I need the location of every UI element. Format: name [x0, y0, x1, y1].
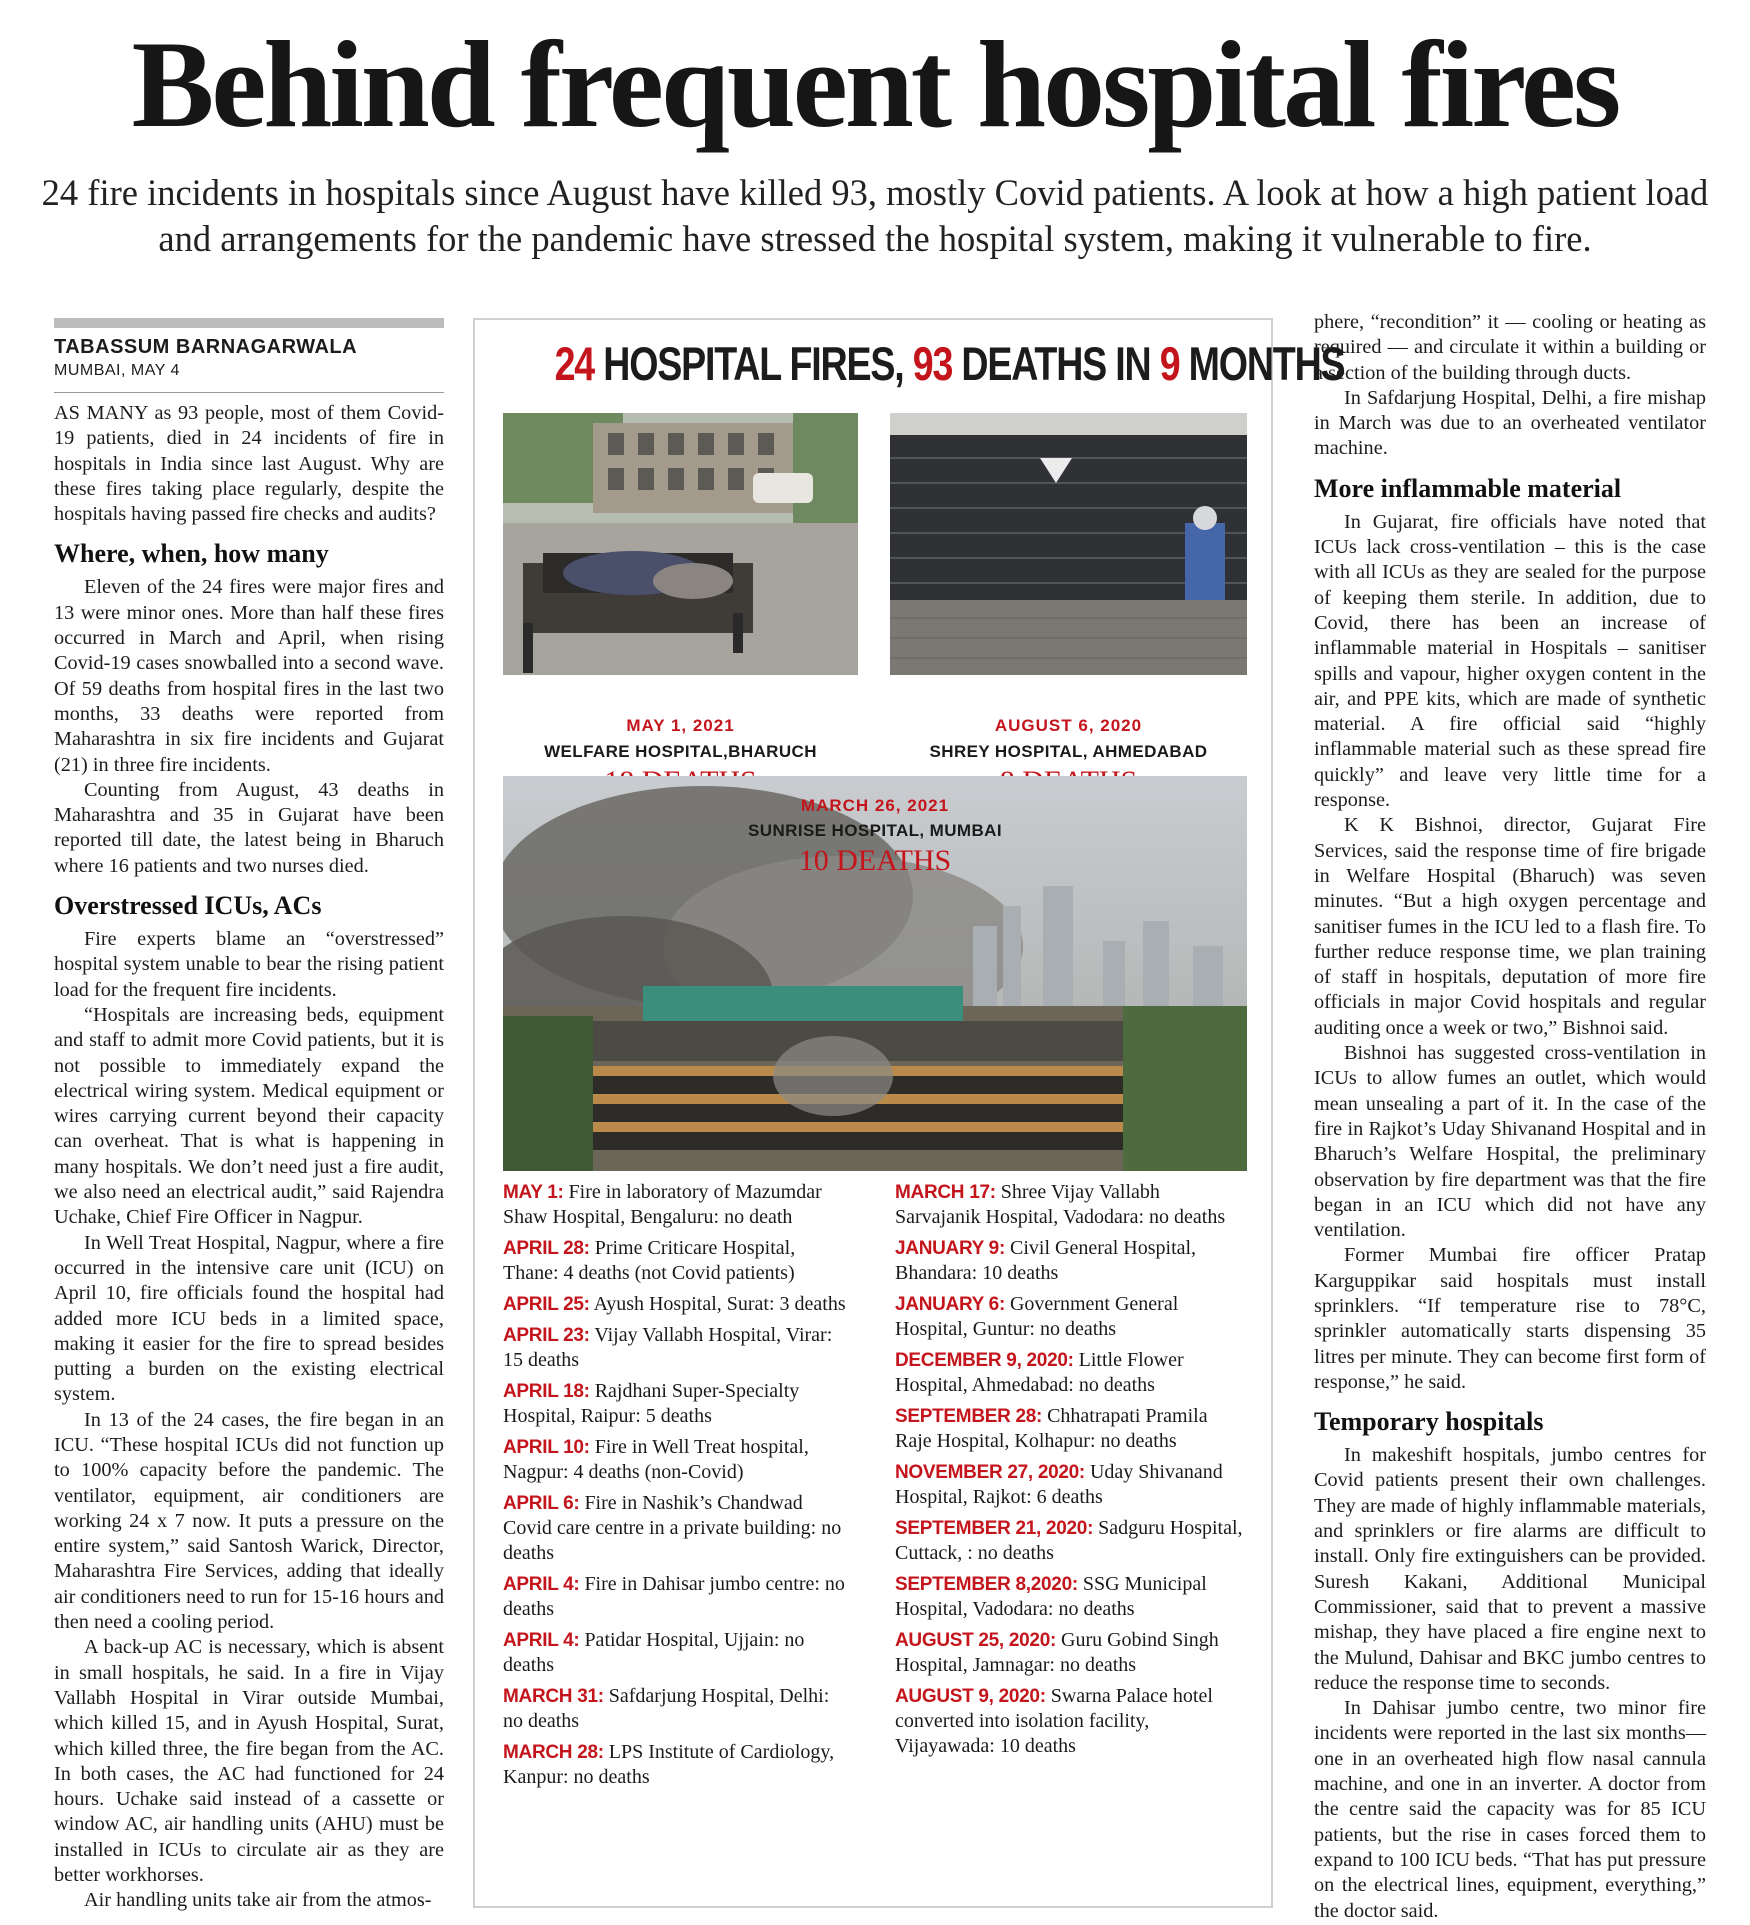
photo1-hospital: WELFARE HOSPITAL,BHARUCH [544, 742, 817, 761]
subhead-temporary: Temporary hospitals [1314, 1407, 1544, 1437]
list-item [895, 1292, 1247, 1342]
incident-text: Vijay Vallabh Hospital, Virar: 15 deaths [503, 1324, 833, 1371]
incident-text: Swarna Palace hotel converted into isolation facility, Vijayawada: 10 deaths [895, 1685, 1213, 1757]
byline-name: TABASSUM BARNAGARWALA [54, 336, 358, 358]
incident-text: Fire in Dahisar jumbo centre: no deaths [503, 1573, 845, 1620]
byline-divider [54, 392, 444, 393]
list-item [503, 1236, 853, 1286]
incident-text: SSG Municipal Hospital, Vadodara: no deaths [895, 1573, 1207, 1620]
fire-count: 24 [554, 337, 595, 390]
incident-date: APRIL 4: [503, 1630, 580, 1651]
incident-date: APRIL 4: [503, 1574, 580, 1595]
photo2-hospital: SHREY HOSPITAL, AHMEDABAD [929, 742, 1208, 761]
list-item [895, 1572, 1247, 1622]
incident-list-right [895, 1180, 1247, 1765]
subhead-overstressed: Overstressed ICUs, ACs [54, 891, 322, 921]
paragraph: K K Bishnoi, director, Gujarat Fire Services, said the response time of fire brigade in Welfare Hospital (Bharuch) was seven minutes. “But a high oxygen percentage and sanitiser fumes in the ICU led to a flash fire. To further reduce response time, we plan training of staff in hospitals, deputation of more fire officials in major Covid hospitals and regular auditing once a week or two,” Bishnoi said. [1314, 814, 1706, 1039]
byline-bar [54, 318, 444, 328]
incident-date: SEPTEMBER 8,2020: [895, 1574, 1078, 1595]
list-item [895, 1628, 1247, 1678]
article-column-left [54, 318, 444, 1914]
title-text: HOSPITAL FIRES, [594, 337, 913, 390]
incident-text: Little Flower Hospital, Ahmedabad: no deaths [895, 1349, 1184, 1396]
incident-date: SEPTEMBER 21, 2020: [895, 1518, 1094, 1539]
list-item [503, 1435, 853, 1485]
paragraph: Bishnoi has suggested cross-ventilation in ICUs to allow fumes an outlet, which would mean unsealing a part of it. In the case of the fire in Rajkot’s Uday Shivanand Hospital and in Bharuch’s Welfare Hospital, the preliminary observation by fire department was that the fire began in an ICU which did not have any ventilation. [1314, 1042, 1706, 1242]
paragraph: Former Mumbai fire officer Pratap Karguppikar said hospitals must install sprinklers. “If temperature rise to 78°C, sprinkler automatically starts dispensing 35 litres per minute. They can become first form of response,” he said. [1314, 1244, 1706, 1393]
byline-dateline: MUMBAI, MAY 4 [54, 362, 180, 379]
photo3-hospital: SUNRISE HOSPITAL, MUMBAI [748, 821, 1002, 840]
title-text: DEATHS IN [952, 337, 1160, 390]
incident-date: APRIL 18: [503, 1381, 590, 1402]
incident-text: Patidar Hospital, Ujjain: no deaths [503, 1629, 805, 1676]
headline: Behind frequent hospital fires [131, 16, 1619, 153]
paragraph: Eleven of the 24 fires were major fires and 13 were minor ones. More than half these fires occurred in March and April, when rising Covid-19 cases snowballed into a second wave. Of 59 deaths from hospital fires in the last two months, 33 deaths were reported from Maharashtra in six fire incidents and Gujarat (21) in three fire incidents. [54, 576, 444, 776]
incident-date: AUGUST 9, 2020: [895, 1686, 1046, 1707]
incident-text: Sadguru Hospital, Cuttack, : no deaths [895, 1517, 1243, 1564]
incident-text: Fire in Nashik’s Chandwad Covid care centre in a private building: no deaths [503, 1492, 842, 1564]
incident-date: AUGUST 25, 2020: [895, 1630, 1056, 1651]
subhead-inflammable: More inflammable material [1314, 473, 1622, 503]
paragraph: In Gujarat, fire officials have noted that ICUs lack cross-ventilation – this is the case with all ICUs as they are sealed for the purpose of keeping them sterile. In addition, due to Covid, there has been an increase of inflammable material in Hospitals – sanitiser spills and vapour, higher oxygen content in the air, and PPE kits, which are made of synthetic material. A fire official said “highly inflammable material such as these spread fire quickly” and leave very little time for a response. [1314, 510, 1706, 812]
list-item [895, 1404, 1247, 1454]
incident-text: Safdarjung Hospital, Delhi: no deaths [503, 1685, 830, 1732]
incident-date: MARCH 17: [895, 1182, 996, 1203]
incident-text: Uday Shivanand Hospital, Rajkot: 6 deaths [895, 1461, 1223, 1508]
list-item [503, 1379, 853, 1429]
list-item [503, 1180, 853, 1230]
photo1-date: MAY 1, 2021 [626, 716, 735, 735]
incident-text: Rajdhani Super-Specialty Hospital, Raipur: 5 deaths [503, 1380, 800, 1427]
incident-text: Government General Hospital, Guntur: no deaths [895, 1293, 1179, 1340]
paragraph: In 13 of the 24 cases, the fire began in an ICU. “These hospital ICUs did not function up to 100% capacity before the pandemic. The ventilator, equipment, air conditioners are working 24 x 7 now. It puts a pressure on the entire system,” said Santosh Warick, Director, Maharashtra Fire Services, adding that ideally air conditioners need to run for 15-16 hours and then need a cooling period. [54, 1408, 444, 1634]
incident-list-left [503, 1180, 853, 1796]
incident-date: APRIL 25: [503, 1294, 590, 1315]
graphic-title [554, 336, 1345, 391]
incident-text: Fire in Well Treat hospital, Nagpur: 4 deaths (non-Covid) [503, 1436, 809, 1483]
list-item [895, 1684, 1247, 1759]
intro-paragraph: AS MANY as 93 people, most of them Covid-19 patients, died in 24 incidents of fire in hospitals in India since last August. Why are these fires taking place regularly, despite the hospitals having passed fire checks and audits? [54, 402, 444, 526]
list-item [895, 1236, 1247, 1286]
list-item [895, 1180, 1247, 1230]
incident-date: APRIL 6: [503, 1493, 580, 1514]
photo2-date: AUGUST 6, 2020 [994, 716, 1143, 735]
photo-shrey-hospital [890, 413, 1247, 675]
list-item [503, 1292, 853, 1317]
list-item [503, 1491, 853, 1566]
incident-text: Civil General Hospital, Bhandara: 10 deaths [895, 1237, 1197, 1284]
paragraph: In makeshift hospitals, jumbo centres for Covid patients present their own challenges. They are made of highly inflammable materials, and sprinklers or fire alarms are difficult to install. Only fire extinguishers can be provided. Suresh Kakani, Additional Municipal Commissioner, said that to prevent a massive mishap, they have placed a fire engine next to the Mulund, Dahisar and BKC jumbo centres to reduce the response time to seconds. [1314, 1444, 1706, 1694]
incident-text: Fire in laboratory of Mazumdar Shaw Hospital, Bengaluru: no death [503, 1181, 822, 1228]
incident-text: Prime Criticare Hospital, Thane: 4 deaths (not Covid patients) [503, 1237, 796, 1284]
incident-date: MAY 1: [503, 1182, 564, 1203]
paragraph: A back-up AC is necessary, which is absent in small hospitals, he said. In a fire in Vijay Vallabh Hospital in Virar outside Mumbai, which killed 15, and in Ayush Hospital, Surat, which killed three, the fire began from the AC. In both cases, the AC had functioned for 24 hours. Uchake said instead of a cassette or window AC, air handling units (AHU) must be installed in ICUs to circulate air as they are better workhorses. [54, 1636, 444, 1887]
list-item [895, 1516, 1247, 1566]
paragraph: Air handling units take air from the atmos- [84, 1889, 432, 1912]
paragraph: In Safdarjung Hospital, Delhi, a fire mishap in March was due to an overheated ventilator machine. [1314, 386, 1706, 460]
photo-welfare-hospital [503, 413, 858, 675]
incident-text: Ayush Hospital, Surat: 3 deaths [589, 1293, 846, 1315]
photo3-date: MARCH 26, 2021 [800, 796, 950, 815]
incident-date: SEPTEMBER 28: [895, 1406, 1043, 1427]
paragraph: In Well Treat Hospital, Nagpur, where a fire occurred in the intensive care unit (ICU) on April 10, fire officials found the hospital had added more ICU beds in a limited space, making it easier for the fire to spread besides putting a burden on the existing electrical system. [54, 1231, 444, 1406]
title-text: MONTHS [1179, 337, 1345, 390]
paragraph: phere, “recondition” it — cooling or heating as required — and circulate it within a building or a section of the building through ducts. [1314, 311, 1706, 384]
incident-date: APRIL 10: [503, 1437, 590, 1458]
incident-date: APRIL 23: [503, 1325, 590, 1346]
incident-text: Guru Gobind Singh Hospital, Jamnagar: no deaths [895, 1629, 1219, 1676]
infographic-box [473, 318, 1345, 1908]
incident-date: APRIL 28: [503, 1238, 590, 1259]
list-item [503, 1740, 853, 1790]
list-item [503, 1684, 853, 1734]
photo3-deaths: 10 DEATHS [798, 844, 952, 877]
month-count: 9 [1159, 337, 1180, 390]
incident-text: Chhatrapati Pramila Raje Hospital, Kolhapur: no deaths [895, 1405, 1208, 1452]
incident-date: JANUARY 6: [895, 1294, 1005, 1315]
incident-date: JANUARY 9: [895, 1238, 1005, 1259]
incident-date: DECEMBER 9, 2020: [895, 1350, 1074, 1371]
paragraph: In Dahisar jumbo centre, two minor fire incidents were reported in the last six months— one in an overheated high flow nasal cannula machine, and one in an inverter. A doctor from the centre said the capacity was for 85 ICU patients, but the rise in cases forced them to expand to 100 ICU beds. “That has put pressure on the electrical lines, equipment, everything,” the doctor said. [1314, 1697, 1706, 1922]
paragraph: Counting from August, 43 deaths in Maharashtra and 35 in Gujarat have been reported till date, the latest being in Bharuch where 16 patients and two nurses died. [54, 778, 444, 877]
paragraph: “Hospitals are increasing beds, equipment and staff to admit more Covid patients, but it is not possible to immediately expand the electrical wiring system. Medical equipment or wires carrying current beyond their capacity can overheat. That is what is happening in many hospitals. We don’t need just a fire audit, we also need an electrical audit,” said Rajendra Uchake, Chief Fire Officer in Nagpur. [54, 1003, 444, 1229]
subhead-where-when: Where, when, how many [54, 539, 329, 569]
incident-date: NOVEMBER 27, 2020: [895, 1462, 1085, 1483]
standfirst: 24 fire incidents in hospitals since August have killed 93, mostly Covid patients. A look at how a high patient load and arrangements for the pandemic have stressed the hospital system, making it vulnerable to fire. [41, 172, 1709, 259]
list-item [503, 1323, 853, 1373]
incident-date: MARCH 31: [503, 1686, 604, 1707]
paragraph: Fire experts blame an “overstressed” hospital system unable to bear the rising patient load for the frequent fire incidents. [54, 928, 444, 1001]
article-column-right [1314, 310, 1706, 1924]
incident-text: LPS Institute of Cardiology, Kanpur: no deaths [503, 1741, 835, 1788]
death-count: 93 [912, 337, 953, 390]
list-item [503, 1572, 853, 1622]
list-item [503, 1628, 853, 1678]
list-item [895, 1348, 1247, 1398]
incident-date: MARCH 28: [503, 1742, 604, 1763]
list-item [895, 1460, 1247, 1510]
incident-text: Shree Vijay Vallabh Sarvajanik Hospital, Vadodara: no deaths [895, 1181, 1226, 1228]
